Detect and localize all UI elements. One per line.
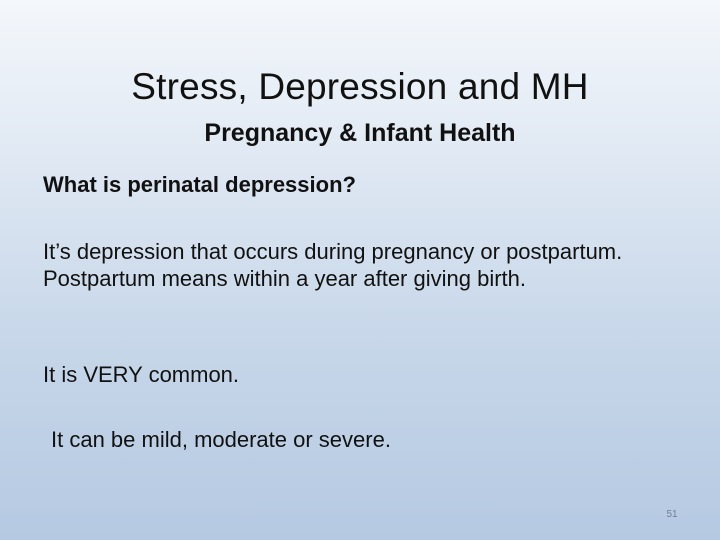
definition-paragraph: It’s depression that occurs during pregnancy or postpartum. Postpartum means within a year after giving birth. bbox=[43, 239, 623, 291]
question-heading: What is perinatal depression? bbox=[43, 172, 356, 197]
slide-title: Stress, Depression and MH bbox=[131, 66, 589, 107]
page-number: 51 bbox=[666, 509, 678, 520]
slide-subtitle: Pregnancy & Infant Health bbox=[204, 119, 516, 147]
prevalence-paragraph: It is VERY common. bbox=[43, 362, 240, 387]
severity-paragraph: It can be mild, moderate or severe. bbox=[51, 427, 391, 452]
